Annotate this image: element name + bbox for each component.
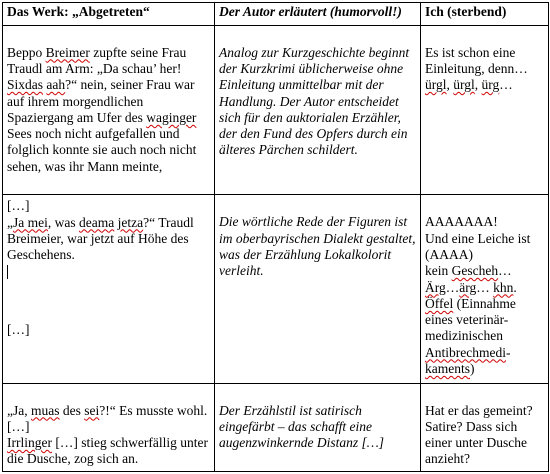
spelling-flag: Sixdas (7, 77, 44, 93)
header-me: Ich (sterbend) (421, 3, 549, 26)
spelling-flag: Breimer (45, 44, 90, 60)
cell-work-3[interactable]: „Ja, muas des sei?!“ Es musste wohl. […] Irrlinger […] stieg schwerfällig unter die Dusche, zog sich an. (3, 383, 215, 471)
table-row (3, 383, 549, 471)
cell-author-3[interactable]: Der Erzählstil ist satirisch eingefärbt – das schafft eine augenzwinkernde Distanz […] (215, 383, 421, 471)
header-row (3, 3, 549, 26)
text-cursor (7, 265, 8, 279)
spelling-flag: aah (46, 77, 66, 93)
cell-work-2[interactable]: […] „Ja mei, was deama jetza?“ Traudl Breimeier, war jetzt auf Höhe des Geschehens. […] (3, 195, 215, 383)
spelling-flag: waginger (146, 109, 197, 125)
table-row (3, 25, 549, 195)
cell-author-2[interactable]: Die wörtliche Rede der Figuren ist im oberbayrischen Dialekt gestaltet, was der Erzählung Lokalkolorit verleiht. (215, 195, 421, 383)
header-work: Das Werk: „Abgetreten“ (3, 3, 215, 26)
cell-me-3[interactable]: Hat er das gemeint? Satire? Dass sich einer unter Dusche anzieht? (421, 383, 549, 471)
header-author: Der Autor erläutert (humorvoll!) (215, 3, 421, 26)
cell-me-1[interactable]: Es ist schon eine Einleitung, denn… ürgl, ürgl, ürg… (421, 25, 549, 195)
cell-work-1[interactable]: Beppo Breimer zupfte seine Frau Traudl am Arm: „Da schau’ her! Sixdas aah?“ nein, seiner Frau war auf ihrem morgendlichen Spaziergang am Ufer des waginger Sees noch nicht aufgefallen und folglich konnte sie auch noch nicht sehen, was ihr Mann meinte, (3, 25, 215, 195)
table-row (3, 195, 549, 383)
cell-me-2[interactable]: AAAAAAA! Und eine Leiche ist (AAAA) kein Gescheh… Ärg…ärg… khn. Öffel (Einnahme eines veterinär-medizinischen Antibrechmedi-kaments) (421, 195, 549, 383)
analysis-table (2, 2, 549, 472)
cell-author-1[interactable]: Analog zur Kurzgeschichte beginnt der Kurzkrimi üblicherweise ohne Einleitung unmittelbar mit der Handlung. Der Autor entscheidet sich für den auktorialen Erzähler, der den Fund des Opfers durch ein älteres Pärchen schildert. (215, 25, 421, 195)
